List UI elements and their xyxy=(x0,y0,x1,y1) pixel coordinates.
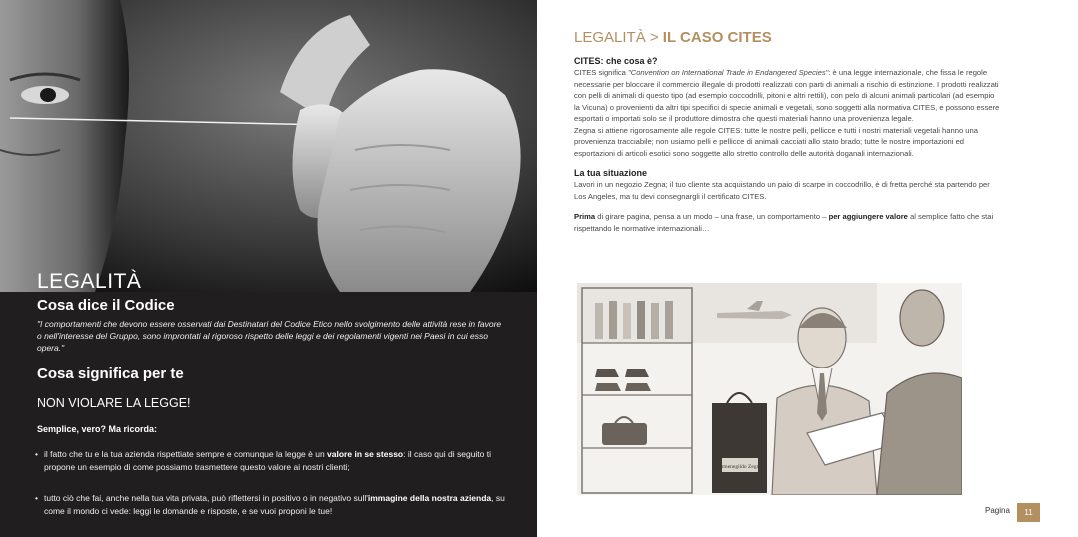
cites-heading: CITES: che cosa è? xyxy=(574,56,658,66)
right-page xyxy=(537,0,1078,537)
code-heading: Cosa dice il Codice xyxy=(37,297,175,314)
list-item: • tutto ciò che fai, anche nella tua vita privata, può riflettersi in positivo o in negativo sull'immagine della nostra azienda, su come il mondo ci vede: leggi le domande e risposte, e se vuoi proponi le tue! xyxy=(37,492,507,517)
page-number: 11 xyxy=(1017,503,1040,522)
list-item: • il fatto che tu e la tua azienda rispettiate sempre e comunque la legge è un valore in se stesso: il caso qui di seguito ti propone un esempio di come possiamo trasmettere questo valore ai nostri clienti; xyxy=(37,448,507,473)
rule-text: NON VIOLARE LA LEGGE! xyxy=(37,396,191,410)
situation-heading: La tua situazione xyxy=(574,168,648,178)
case-title: LEGALITÀ > IL CASO CITES xyxy=(574,29,772,46)
cites-paragraph: CITES significa "Convention on International Trade in Endangered Species": è una legge internazionale, che fissa le regole necessarie per bloccare il commercio illegale di prodotti realizzati con parti di animali a rischio di estinzione. I prodotti realizzati con pelli di animali di questo tipo (ad esempio coccodrilli, pitoni e altri rettili), con pelo di alcuni animali particolari (ad esempio la Vicuna) o provenienti da altri tipi specifici di specie animali e vegetali, sono soggetti alla normativa CITES, e possono essere esportati o importati solo se il produttore dimostra che questi materiali hanno una provenienza legale. xyxy=(574,68,1000,123)
page-label: Pagina xyxy=(985,506,1010,515)
photo-illustration xyxy=(0,0,537,292)
reminder-text: Semplice, vero? Ma ricorda: xyxy=(37,424,158,434)
situation-paragraph: Lavori in un negozio Zegna; il tuo cliente sta acquistando un paio di scarpe in coccodrillo, è di fretta perché sta partendo per Los Angeles, ma tu devi consegnargli il certificato CITES. xyxy=(574,180,990,201)
store-scene-drawing xyxy=(577,283,962,495)
zegna-paragraph: Zegna si attiene rigorosamente alle regole CITES: tutte le nostre pelli, pellicce e tutti i nostri materiali vegetali hanno una provenienza tracciabile; non usiamo pelli e pellicce di animali cacciati allo stato brado; tutte le nostre importazioni ed esportazioni di articoli esotici sono soggette allo stretto controllo delle autorità doganali internazionali. xyxy=(574,125,978,158)
store-scene-illustration xyxy=(577,283,962,495)
section-title: LEGALITÀ xyxy=(37,270,142,293)
left-page xyxy=(0,0,537,537)
left-content xyxy=(37,296,507,517)
reminder-list xyxy=(37,448,507,517)
bag-label: Ermenegildo Zegna xyxy=(718,464,762,470)
man-holding-thread-photo xyxy=(0,0,537,292)
code-quote: "I comportamenti che devono essere osservati dai Destinatari del Codice Etico nello svolgimento delle attività rese in favore o nell'interesse del Gruppo, sono improntati al rigoroso rispetto delle leggi e dei regolamenti vigenti nei Paesi in cui esso opera." xyxy=(37,319,502,353)
right-content xyxy=(574,55,1001,234)
prompt-paragraph: Prima di girare pagina, pensa a un modo – una frase, un comportamento – per aggiungere valore al semplice fatto che stai rispettando le normative internazionali… xyxy=(574,212,994,233)
meaning-heading: Cosa significa per te xyxy=(37,365,184,382)
